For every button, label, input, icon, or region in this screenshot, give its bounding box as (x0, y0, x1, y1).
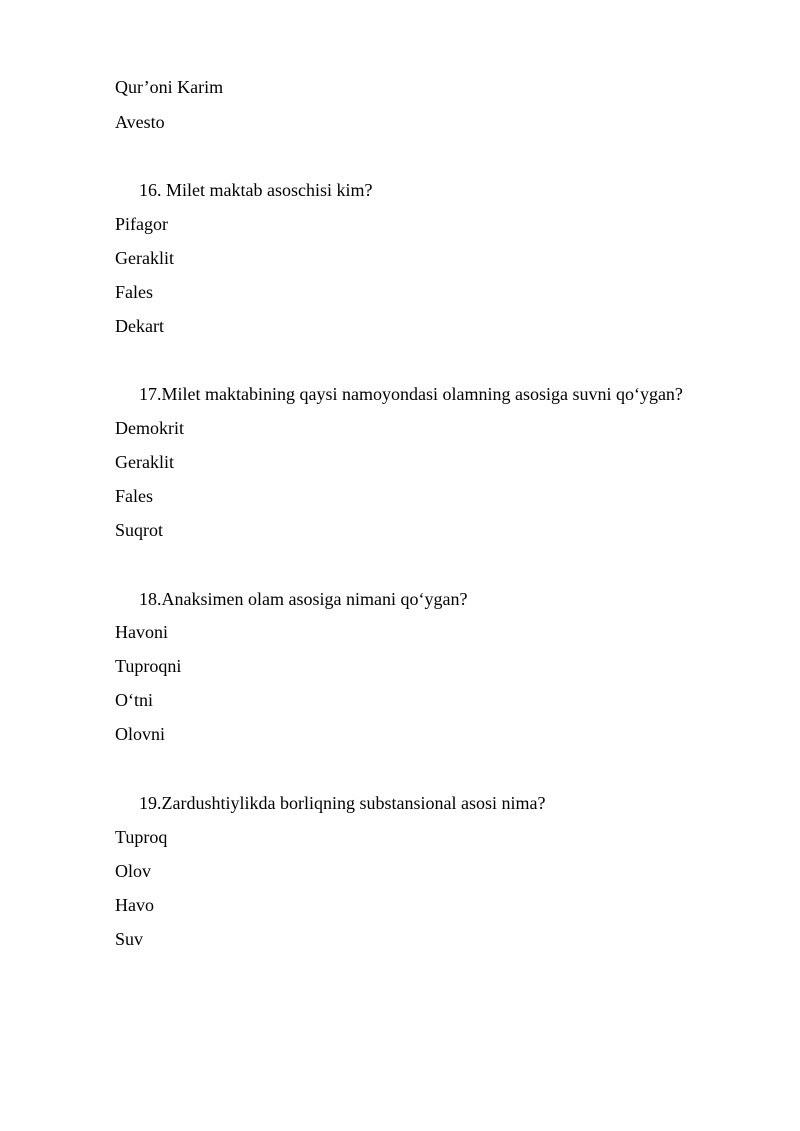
option-text: Tuproqni (115, 656, 182, 676)
option-text: Suv (115, 929, 144, 949)
option-text: Geraklit (115, 452, 174, 472)
option-text: Havo (115, 895, 154, 915)
option-text: Olovni (115, 724, 166, 744)
question-16 (139, 178, 372, 202)
option-text: Qur’oni Karim (115, 77, 224, 97)
option-text: O‘tni (115, 690, 153, 710)
option-text: Geraklit (115, 248, 174, 268)
option-text: Fales (115, 282, 153, 302)
option-text: Dekart (115, 316, 164, 336)
question-text: Zardushtiylikda borliqning substansional asosi nima? (161, 793, 546, 813)
question-17 (139, 382, 683, 406)
question-number: 19. (139, 793, 162, 813)
option-text: Pifagor (115, 214, 168, 234)
option-text: Demokrit (115, 418, 184, 438)
question-18 (139, 587, 467, 611)
question-number: 17. (139, 384, 162, 404)
question-number: 16. (139, 180, 162, 200)
option-text: Tuproq (115, 827, 168, 847)
question-19 (139, 791, 545, 815)
option-text: Havoni (115, 622, 168, 642)
option-text: Fales (115, 486, 153, 506)
question-text: Milet maktab asoschisi kim? (161, 180, 373, 200)
question-text: Milet maktabining qaysi namoyondasi olamning asosiga suvni qo‘ygan? (161, 384, 683, 404)
option-text: Suqrot (115, 520, 164, 540)
option-text: Olov (115, 861, 151, 881)
question-text: Anaksimen olam asosiga nimani qo‘ygan? (161, 589, 468, 609)
option-text: Avesto (115, 112, 165, 132)
question-number: 18. (139, 589, 162, 609)
